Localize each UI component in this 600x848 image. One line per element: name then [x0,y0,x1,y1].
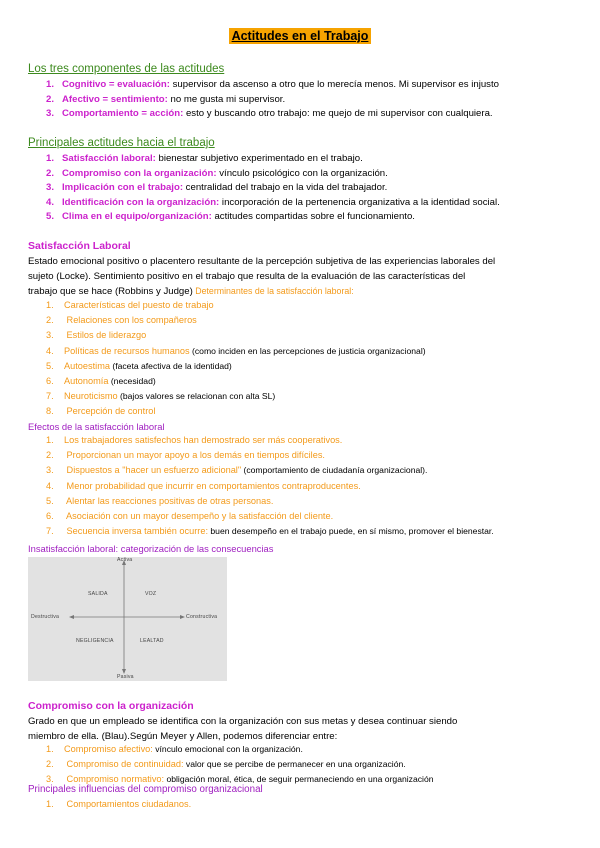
list-item: 2. Compromiso de continuidad: valor que se percibe de permanecer en una organización. [46,759,406,770]
list-item: 6. Asociación con un mayor desempeño y la satisfacción del cliente. [46,511,334,522]
list-item: 5. Alentar las reacciones positivas de otras personas. [46,495,274,506]
quadrant-negligencia: NEGLIGENCIA [76,638,114,644]
list-item: 4. Menor probabilidad que incurrir en comportamientos contraproducentes. [46,480,361,491]
list-item: 7. Secuencia inversa también ocurre: buen desempeño en el trabajo puede, en sí mismo, promover el bienestar. [46,526,494,537]
list-item: 5. Clima en el equipo/organización: actitudes compartidas sobre el funcionamiento. [46,211,415,223]
axis-label-right: Constructiva [186,614,218,620]
components-list [46,78,499,122]
list-item: 1. Características del puesto de trabajo [46,300,214,310]
main-attitudes-list [46,152,500,225]
list-item: 8. Percepción de control [46,406,156,417]
list-item: 4. Identificación con la organización: incorporación de la pertenencia organizativa a la identidad social. [46,196,500,208]
axis-label-left: Destructiva [31,614,60,620]
list-item: 2. Relaciones con los compañeros [46,315,197,326]
list-item: 3. Comportamiento = acción: esto y buscando otro trabajo: me quejo de mi supervisor con cualquiera. [46,108,493,120]
quadrant-lealtad: LEALTAD [140,638,164,644]
list-item: 3. Dispuestos a "hacer un esfuerzo adicional" (comportamiento de ciudadanía organizacional). [46,465,428,476]
list-item: 2. Compromiso con la organización: vínculo psicológico con la organización. [46,167,388,179]
influences-heading: Principales influencias del compromiso organizacional [28,784,263,795]
effects-heading: Efectos de la satisfacción laboral [28,421,165,432]
components-heading: Los tres componentes de las actitudes [28,63,225,75]
list-item: 5. Autoestima (faceta afectiva de la identidad) [46,360,232,371]
list-item: 3. Estilos de liderazgo [46,330,147,341]
effects-list [46,433,494,539]
list-item: 3. Implicación con el trabajo: centralidad del trabajo en la vida del trabajador. [46,182,388,194]
influences-list [46,797,191,812]
dissatisfaction-heading: Insatisfacción laboral: categorización de las consecuencias [28,543,274,554]
list-item: 1. Comportamientos ciudadanos. [46,799,192,809]
dissatisfaction-diagram [28,557,227,681]
commitment-paragraph: Grado en que un empleado se identifica con la organización con sus metas y desea continuar siendo miembro de ella. (Blau).Según Meyer y Allen, podemos diferenciar entre: [28,716,458,742]
list-item: 2. Proporcionan un mayor apoyo a los demás en tiempos difíciles. [46,450,325,461]
satisfaction-heading: Satisfacción Laboral [28,240,131,252]
list-item: 1. Satisfacción laboral: bienestar subjetivo experimentado en el trabajo. [46,153,363,164]
main-attitudes-heading: Principales actitudes hacia el trabajo [28,137,215,149]
list-item: 6. Autonomía (necesidad) [46,376,156,387]
quadrant-salida: SALIDA [88,591,108,597]
list-item: 2. Afectivo = sentimiento: no me gusta mi supervisor. [46,93,286,105]
quadrant-voz: VOZ [145,591,157,597]
commitment-types-list [46,742,434,788]
list-item: 1. Los trabajadores satisfechos han demostrado ser más cooperativos. [46,435,343,445]
list-item: 1. Cognitivo = evaluación: supervisor da ascenso a otro que lo merecía menos. Mi supervisor es injusto [46,79,499,90]
axis-label-top: Activa [117,557,133,563]
page-title: Actitudes en el Trabajo [229,28,372,44]
satisfaction-paragraph: Estado emocional positivo o placentero resultante de la percepción subjetiva de las experiencias laborales del sujeto (Locke). Sentimiento positivo en el trabajo que resulta de la evaluación de las características del trabajo que se hace (Robbins y Judge) Determinantes de la satisfacción laboral: [28,256,496,297]
axis-label-bottom: Pasiva [117,674,134,680]
list-item: 4. Políticas de recursos humanos (como inciden en las percepciones de justicia organizacional) [46,345,426,356]
list-item: 3. Compromiso normativo: obligación moral, ética, de seguir permaneciendo en una organización [46,774,434,785]
commitment-heading: Compromiso con la organización [28,700,194,712]
list-item: 1. Compromiso afectivo: vínculo emocional con la organización. [46,744,303,754]
determinants-list [46,298,426,420]
list-item: 7. Neuroticismo (bajos valores se relacionan con alta SL) [46,391,276,402]
